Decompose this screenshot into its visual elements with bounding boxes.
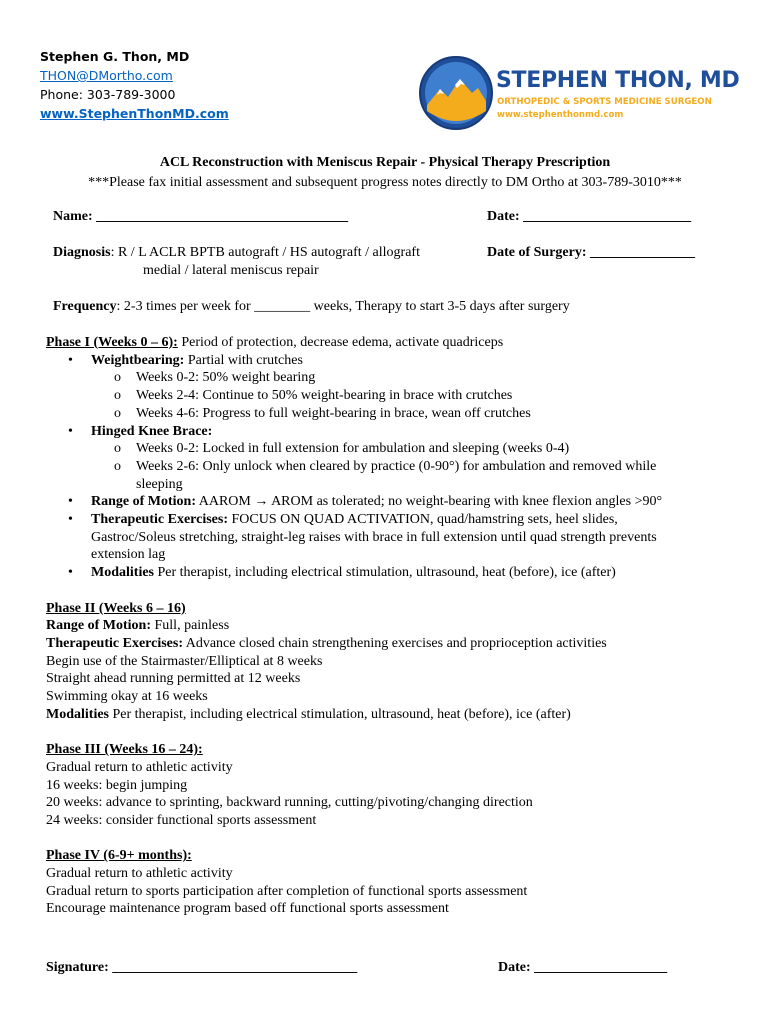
name-field[interactable]: Name: ____________________________________ (53, 209, 349, 224)
exercises-text: Gastroc/Soleus stretching, straight-leg raises with brace in full extension until quad strength prevents (91, 529, 657, 545)
phase4-line: Gradual return to athletic activity (46, 866, 233, 882)
list-item (46, 440, 746, 458)
weightbearing-item: Weeks 0-2: 50% weight bearing (136, 370, 316, 386)
signature-field[interactable]: Signature: ___________________________________ (46, 960, 358, 975)
bullet-icon: • (68, 565, 73, 581)
document-title: ACL Reconstruction with Meniscus Repair - Physical Therapy Prescription (159, 155, 611, 170)
bullet-icon: • (68, 494, 73, 510)
exercises-label: Therapeutic Exercises: (91, 512, 228, 528)
signature-date-field[interactable]: Date: ___________________ (498, 960, 668, 975)
practice-logo (418, 55, 738, 131)
phase1-heading-line (46, 334, 746, 352)
list-item (46, 423, 746, 441)
exercises-text: Advance closed chain strengthening exercises and proprioception activities (183, 635, 607, 651)
logo-title: STEPHEN THON, MD (496, 68, 740, 93)
exercises-text: extension lag (91, 547, 166, 563)
phase4-heading: Phase IV (6-9+ months): (46, 848, 192, 864)
list-item (46, 405, 746, 423)
contact-block (40, 47, 229, 123)
list-item-continuation (46, 546, 746, 564)
list-item (46, 564, 746, 582)
brace-item: Weeks 0-2: Locked in full extension for ambulation and sleeping (weeks 0-4) (136, 441, 570, 457)
rom-text: Full, painless (151, 618, 230, 634)
phone-number: Phone: 303-789-3000 (40, 87, 176, 102)
phase4-line: Encourage maintenance program based off functional sports assessment (46, 901, 449, 917)
phase2-line: Begin use of the Stairmaster/Elliptical at 8 weeks (46, 653, 323, 669)
phase2-line: Straight ahead running permitted at 12 weeks (46, 671, 301, 687)
circle-bullet-icon: o (114, 388, 121, 404)
website-link[interactable]: www.StephenThonMD.com (40, 106, 229, 121)
protocol-body (46, 334, 746, 918)
exercises-text: FOCUS ON QUAD ACTIVATION, quad/hamstring sets, heel slides, (228, 512, 618, 528)
phase3-heading: Phase III (Weeks 16 – 24): (46, 742, 203, 758)
phase2-heading: Phase II (Weeks 6 – 16) (46, 600, 186, 616)
surgery-date-field[interactable]: Date of Surgery: _______________ (487, 245, 696, 260)
date-field[interactable]: Date: ________________________ (487, 209, 692, 224)
brace-item-continuation: sleeping (136, 476, 183, 492)
diagnosis-line (53, 245, 420, 261)
list-item (46, 387, 746, 405)
exercises-label: Therapeutic Exercises: (46, 635, 183, 651)
phase1-summary: Period of protection, decrease edema, activate quadriceps (177, 335, 504, 350)
brace-item: Weeks 2-6: Only unlock when cleared by practice (0-90°) for ambulation and removed while (136, 458, 657, 474)
bullet-icon: • (68, 512, 73, 528)
circle-bullet-icon: o (114, 458, 121, 474)
fax-note: ***Please fax initial assessment and subsequent progress notes directly to DM Ortho at 303-789-3010*** (88, 175, 682, 190)
list-item (46, 352, 746, 370)
list-item-continuation (46, 529, 746, 547)
mountain-logo-icon (418, 55, 494, 131)
circle-bullet-icon: o (114, 405, 121, 421)
phase3-line: 24 weeks: consider functional sports assessment (46, 812, 317, 828)
circle-bullet-icon: o (114, 441, 121, 457)
weightbearing-item: Weeks 2-4: Continue to 50% weight-bearing in brace with crutches (136, 388, 513, 404)
email-link[interactable]: THON@DMortho.com (40, 68, 173, 83)
bullet-icon: • (68, 352, 73, 368)
logo-url: www.stephenthonmd.com (497, 110, 624, 120)
list-item (46, 458, 746, 476)
weightbearing-item: Weeks 4-6: Progress to full weight-bearing in brace, wean off crutches (136, 405, 531, 421)
list-item-continuation (46, 476, 746, 494)
modalities-label: Modalities (91, 565, 154, 581)
phase2-rom (46, 617, 746, 635)
logo-subtitle: ORTHOPEDIC & SPORTS MEDICINE SURGEON (497, 97, 712, 107)
list-item (46, 493, 746, 511)
modalities-label: Modalities (46, 706, 109, 722)
phase3-line: 16 weeks: begin jumping (46, 777, 188, 793)
meniscus-options[interactable]: medial / lateral meniscus repair (143, 263, 319, 278)
phase1-heading: Phase I (Weeks 0 – 6): (46, 335, 178, 350)
list-item (46, 511, 746, 529)
circle-bullet-icon: o (114, 370, 121, 386)
phase2-exercises (46, 635, 746, 653)
phase3-line: Gradual return to athletic activity (46, 759, 233, 775)
phase4-line: Gradual return to sports participation after completion of functional sports assessment (46, 883, 528, 899)
modalities-text: Per therapist, including electrical stimulation, ultrasound, heat (before), ice (after) (154, 565, 616, 581)
frequency-field[interactable]: : 2-3 times per week for ________ weeks, Therapy to start 3-5 days after surgery (116, 299, 570, 314)
bullet-icon: • (68, 423, 73, 439)
frequency-line (53, 299, 570, 315)
weightbearing-text: Partial with crutches (184, 352, 303, 368)
phase3-line: 20 weeks: advance to sprinting, backward running, cutting/pivoting/changing direction (46, 795, 533, 811)
weightbearing-label: Weightbearing: (91, 352, 185, 368)
rom-text: AAROM → AROM as tolerated; no weight-bearing with knee flexion angles >90° (196, 494, 663, 510)
phase2-line: Swimming okay at 16 weeks (46, 689, 208, 705)
phase2-modalities (46, 706, 746, 724)
modalities-text: Per therapist, including electrical stimulation, ultrasound, heat (before), ice (after) (109, 706, 571, 722)
rom-label: Range of Motion: (46, 618, 151, 634)
list-item (46, 369, 746, 387)
diagnosis-label: Diagnosis (53, 245, 111, 260)
frequency-label: Frequency (53, 299, 117, 314)
brace-label: Hinged Knee Brace: (91, 423, 213, 439)
diagnosis-options[interactable]: : R / L ACLR BPTB autograft / HS autograft / allograft (110, 245, 420, 260)
rom-label: Range of Motion: (91, 494, 196, 510)
doctor-name: Stephen G. Thon, MD (40, 49, 190, 64)
